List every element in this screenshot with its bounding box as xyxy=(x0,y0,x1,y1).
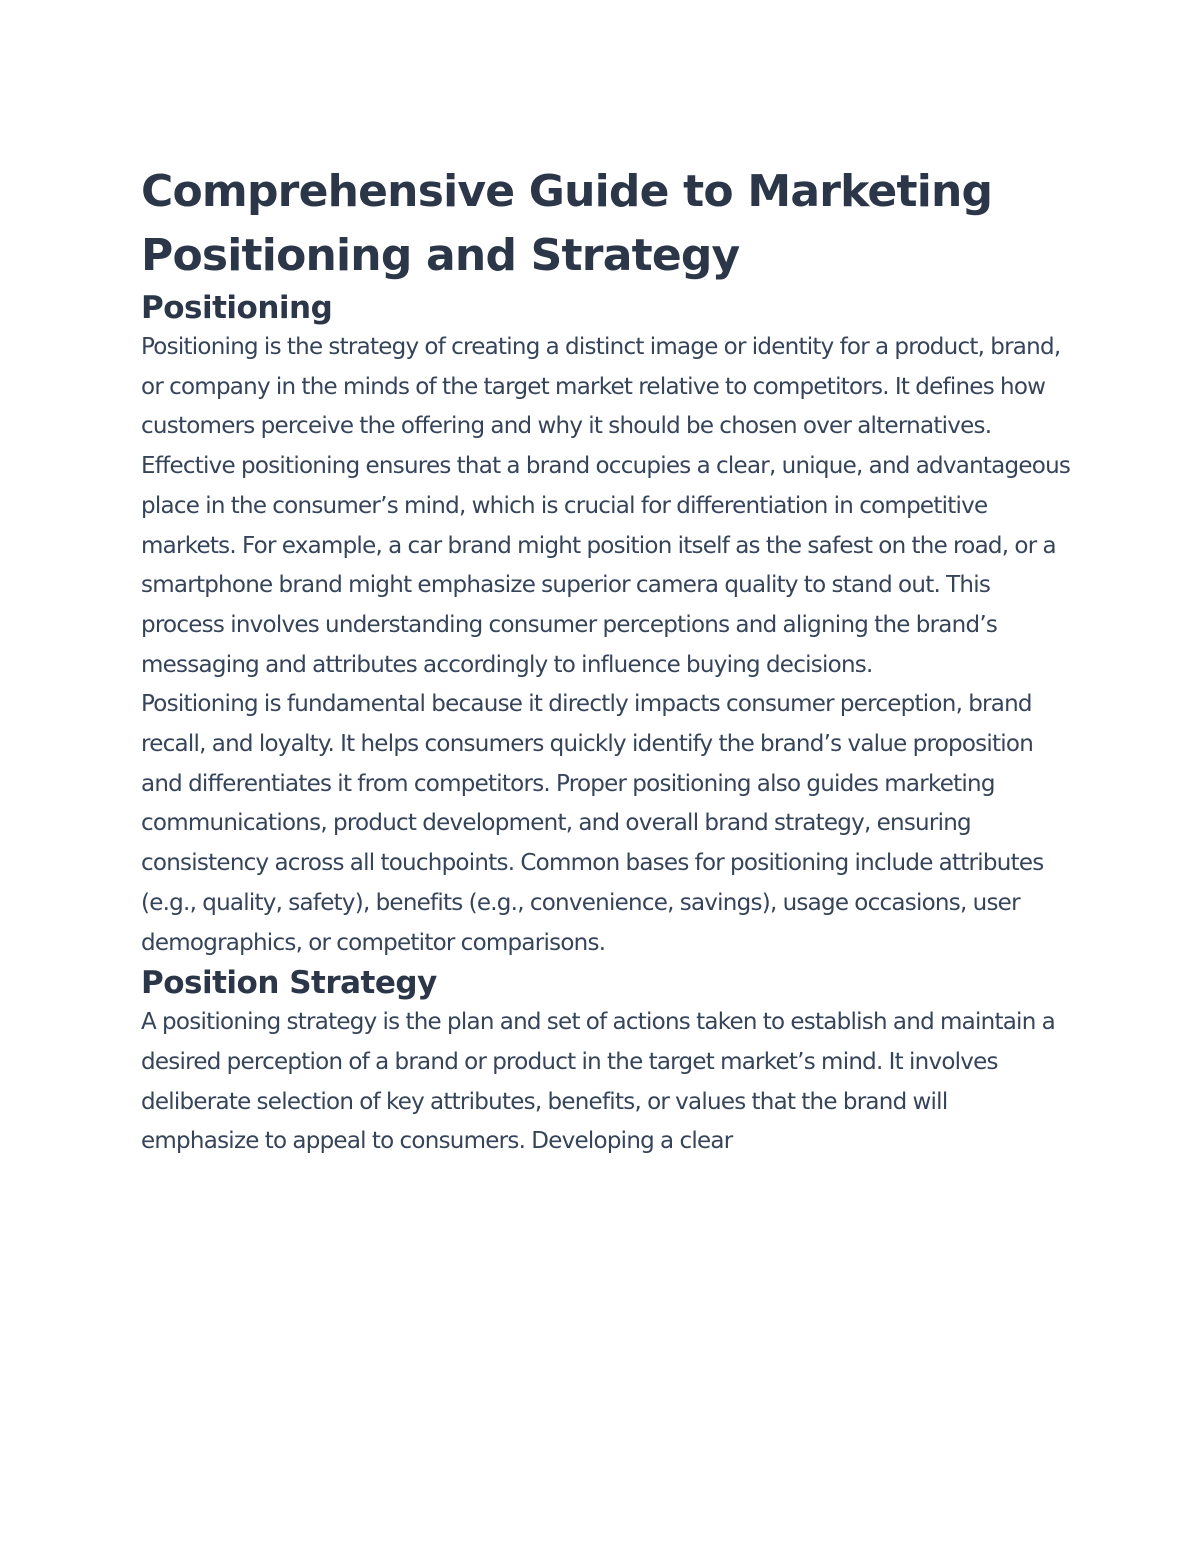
section-position-strategy xyxy=(141,963,1071,1162)
paragraph: Positioning is fundamental because it directly impacts consumer perception, brand recall, and loyalty. It helps consumers quickly identify the brand’s value proposition and differentiates it from competitors. Proper positioning also guides marketing communications, product development, and overall brand strategy, ensuring consistency across all touchpoints. Common bases for positioning include attributes (e.g., quality, safety), benefits (e.g., convenience, savings), usage occasions, user demographics, or competitor comparisons. xyxy=(141,691,1044,956)
section-heading-position-strategy: Position Strategy xyxy=(141,965,437,1002)
paragraph: Positioning is the strategy of creating a distinct image or identity for a product, brand, or company in the minds of the target market relative to competitors. It defines how customers perceive the offering and why it should be chosen over alternatives. Effective positioning ensures that a brand occupies a clear, unique, and advantageous place in the consumer’s mind, which is crucial for differentiation in competitive markets. For example, a car brand might position itself as the safest on the road, or a smartphone brand might emphasize superior camera quality to stand out. This process involves understanding consumer perceptions and aligning the brand’s messaging and attributes accordingly to influence buying decisions. xyxy=(141,334,1071,678)
section-heading-positioning: Positioning xyxy=(141,290,333,326)
section-positioning xyxy=(141,288,1071,963)
document-page xyxy=(141,160,1071,1162)
document-title: Comprehensive Guide to Marketing Positioning and Strategy xyxy=(141,166,993,281)
paragraph: A positioning strategy is the plan and set of actions taken to establish and maintain a desired perception of a brand or product in the target market’s mind. It involves deliberate selection of key attributes, benefits, or values that the brand will emphasize to appeal to consumers. Developing a clear xyxy=(141,1009,1055,1155)
